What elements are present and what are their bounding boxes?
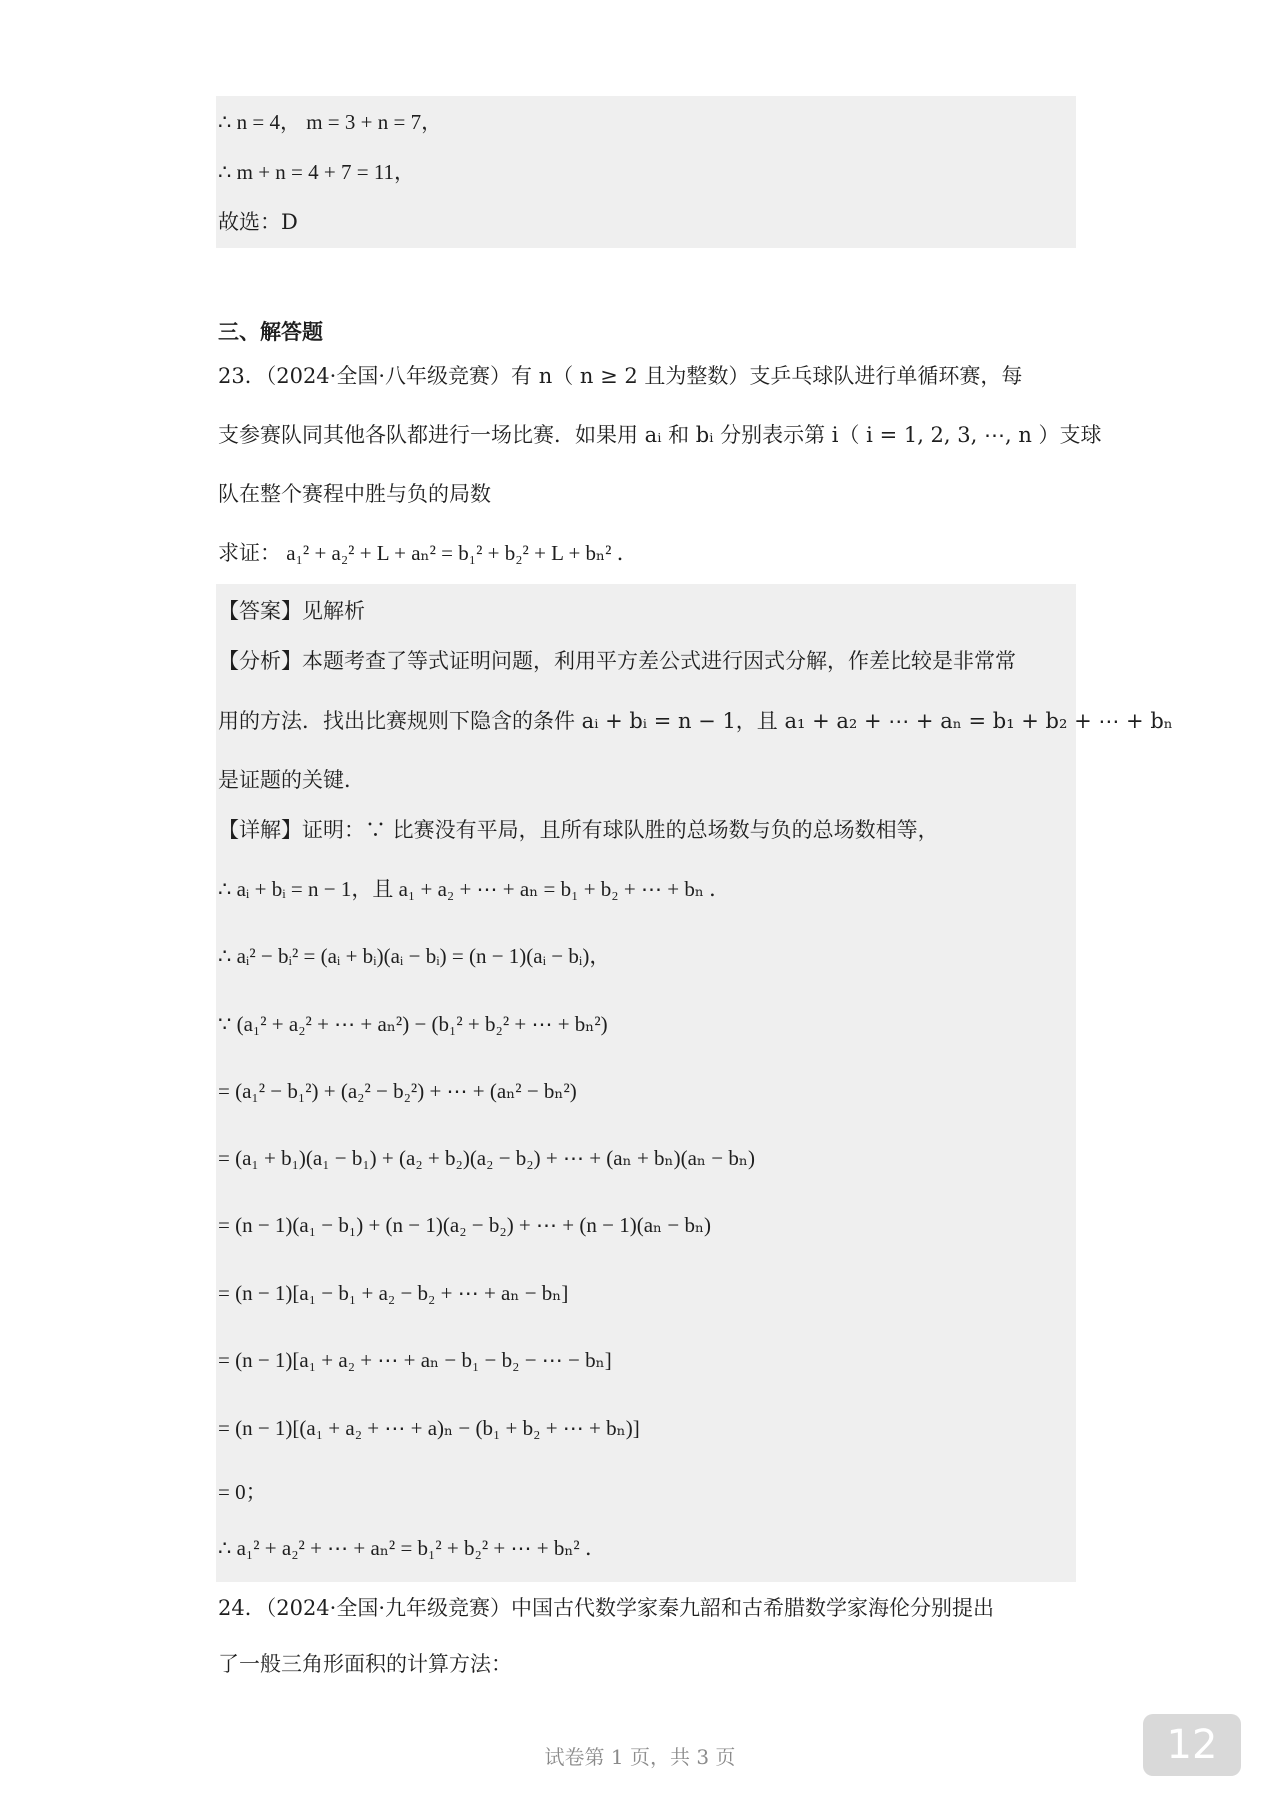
proof-step: = 0； — [218, 1480, 267, 1504]
answer-label: 【答案】见解析 — [218, 599, 365, 623]
proof-step: = (n − 1)[a₁ + a₂ + ⋯ + aₙ − b₁ − b₂ − ⋯ − bₙ] — [218, 1348, 612, 1372]
proof-step: ∵ (a₁² + a₂² + ⋯ + aₙ²) − (b₁² + b₂² + ⋯ + bₙ²) — [218, 1012, 608, 1036]
prev-solution-choice: 故选：D — [218, 210, 298, 234]
proof-step: = (a₁ + b₁)(a₁ − b₁) + (a₂ + b₂)(a₂ − b₂) + ⋯ + (aₙ + bₙ)(aₙ − bₙ) — [218, 1146, 755, 1170]
problem-23-claim: 求证： a₁² + a₂² + L + aₙ² = b₁² + b₂² + L + bₙ² ． — [218, 541, 638, 565]
analysis-text: 用的方法．找出比赛规则下隐含的条件 aᵢ + bᵢ = n − 1，且 a₁ + a₂ + ⋯ + aₙ = b₁ + b₂ + ⋯ + bₙ — [218, 709, 1173, 733]
detail-text: 【详解】证明：∵ 比赛没有平局，且所有球队胜的总场数与负的总场数相等， — [218, 818, 939, 842]
proof-step: = (n − 1)[a₁ − b₁ + a₂ − b₂ + ⋯ + aₙ − bₙ] — [218, 1281, 569, 1305]
proof-step: = (n − 1)(a₁ − b₁) + (n − 1)(a₂ − b₂) + ⋯ + (n − 1)(aₙ − bₙ) — [218, 1213, 712, 1237]
proof-step: ∴ aᵢ² − bᵢ² = (aᵢ + bᵢ)(aᵢ − bᵢ) = (n − 1)(aᵢ − bᵢ)， — [218, 944, 611, 968]
proof-conclusion: ∴ a₁² + a₂² + ⋯ + aₙ² = b₁² + b₂² + ⋯ + bₙ² ． — [218, 1536, 606, 1560]
page-number-badge: 12 — [1143, 1714, 1241, 1776]
proof-step: = (n − 1)[(a₁ + a₂ + ⋯ + a)ₙ − (b₁ + b₂ + ⋯ + bₙ)] — [218, 1416, 640, 1440]
analysis-text: 是证题的关键． — [218, 768, 365, 792]
analysis-text: 【分析】本题考查了等式证明问题，利用平方差公式进行因式分解，作差比较是非常常 — [218, 649, 1016, 673]
proof-step: ∴ aᵢ + bᵢ = n − 1，且 a₁ + a₂ + ⋯ + aₙ = b₁ + b₂ + ⋯ + bₙ ． — [218, 877, 731, 901]
problem-23-text: 支参赛队同其他各队都进行一场比赛．如果用 aᵢ 和 bᵢ 分别表示第 i（ i = 1, 2, 3, ⋯, n ）支球 — [218, 423, 1102, 447]
problem-24-text: 24．（2024·全国·九年级竞赛）中国古代数学家秦九韶和古希腊数学家海伦分别提出 — [218, 1596, 995, 1620]
proof-step: = (a₁² − b₁²) + (a₂² − b₂²) + ⋯ + (aₙ² − bₙ²) — [218, 1079, 577, 1103]
problem-23-text: 队在整个赛程中胜与负的局数 — [218, 482, 491, 506]
section-title: 三、解答题 — [218, 319, 323, 344]
prev-solution-line: ∴ n = 4， m = 3 + n = 7， — [218, 110, 443, 134]
page-footer: 试卷第 1 页，共 3 页 — [544, 1745, 736, 1769]
problem-23-text: 23．（2024·全国·八年级竞赛）有 n（ n ≥ 2 且为整数）支乒乓球队进行单循环赛，每 — [218, 364, 1023, 388]
prev-solution-line: ∴ m + n = 4 + 7 = 11， — [218, 160, 416, 184]
problem-24-text: 了一般三角形面积的计算方法： — [218, 1652, 512, 1676]
